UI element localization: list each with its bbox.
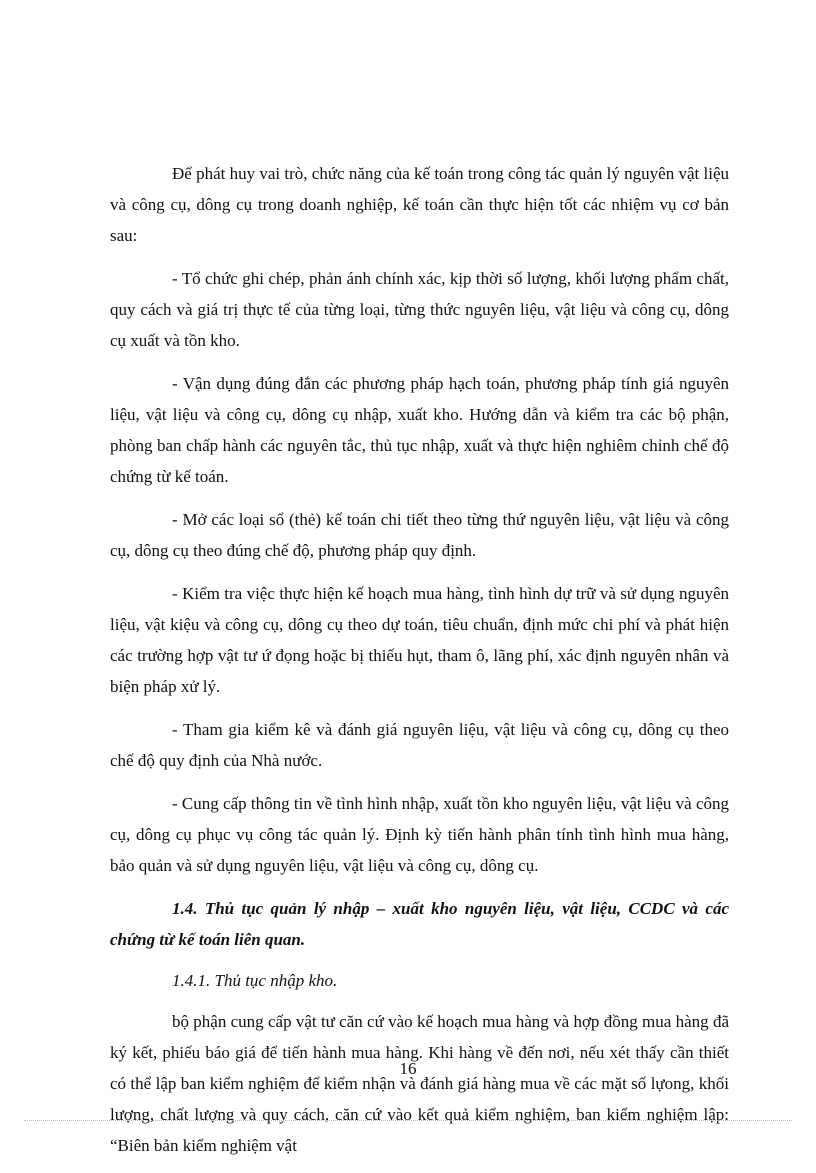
paragraph-task-1: - Tổ chức ghi chép, phản ánh chính xác, kịp thời số lượng, khối lượng phẩm chất, quy cách và giá trị thực tế của từng loại, từng thức nguyên liệu, vật liệu và công cụ, dông cụ xuất và tồn kho. <box>110 269 729 350</box>
subsection-heading: 1.4.1. Thủ tục nhập kho. <box>172 971 338 990</box>
paragraph-task-5: - Tham gia kiểm kê và đánh giá nguyên liệu, vật liệu và công cụ, dông cụ theo chế độ quy định của Nhà nước. <box>110 720 729 770</box>
document-body <box>110 158 729 1173</box>
paragraph-intro: Để phát huy vai trò, chức năng của kế toán trong công tác quản lý nguyên vật liệu và công cụ, dông cụ trong doanh nghiệp, kế toán cần thực hiện tốt các nhiệm vụ cơ bản sau: <box>110 164 729 245</box>
paragraph-task-2: - Vận dụng đúng đắn các phương pháp hạch toán, phương pháp tính giá nguyên liệu, vật liệu và công cụ, dông cụ nhập, xuất kho. Hướng dẫn và kiểm tra các bộ phận, phòng ban chấp hành các nguyên tắc, thủ tục nhập, xuất và thực hiện nghiêm chỉnh chế độ chứng từ kế toán. <box>110 374 729 486</box>
page-bottom-divider <box>24 1120 792 1121</box>
paragraph-task-4: - Kiểm tra việc thực hiện kế hoạch mua hàng, tình hình dự trữ và sử dụng nguyên liệu, vật kiệu và công cụ, dông cụ theo dự toán, tiêu chuẩn, định mức chi phí và phát hiện các trường hợp vật tư ứ đọng hoặc bị thiếu hụt, tham ô, lãng phí, xác định nguyên nhân và biện pháp xử lý. <box>110 584 729 696</box>
page-number: 16 <box>399 1059 417 1078</box>
section-heading: 1.4. Thủ tục quản lý nhập – xuất kho nguyên liệu, vật liệu, CCDC và các chứng từ kế toán liên quan. <box>110 899 729 949</box>
paragraph-task-6: - Cung cấp thông tin về tình hình nhập, xuất tồn kho nguyên liệu, vật liệu và công cụ, dông cụ phục vụ công tác quản lý. Định kỳ tiến hành phân tính tình hình mua hàng, bảo quản và sử dụng nguyên liệu, vật liệu và công cụ, dông cụ. <box>110 794 729 875</box>
paragraph-receiving-procedure: bộ phận cung cấp vật tư căn cứ vào kế hoạch mua hàng và hợp đồng mua hàng đã ký kết, phiếu báo giá để tiến hành mua hàng. Khi hàng về đến nơi, nếu xét thấy cần thiết có thể lập ban kiểm nghiệm để kiểm nhận và đánh giá hàng mua về các mặt số lựong, khối lượng, chất lượng và quy cách, căn cứ vào kết quả kiểm nghiệm, ban kiểm nghiệm lập: “Biên bản kiểm nghiệm vật <box>110 1012 729 1155</box>
paragraph-task-3: - Mở các loại sổ (thẻ) kế toán chi tiết theo từng thứ nguyên liệu, vật liệu và công cụ, dông cụ theo đúng chế độ, phương pháp quy định. <box>110 510 729 560</box>
